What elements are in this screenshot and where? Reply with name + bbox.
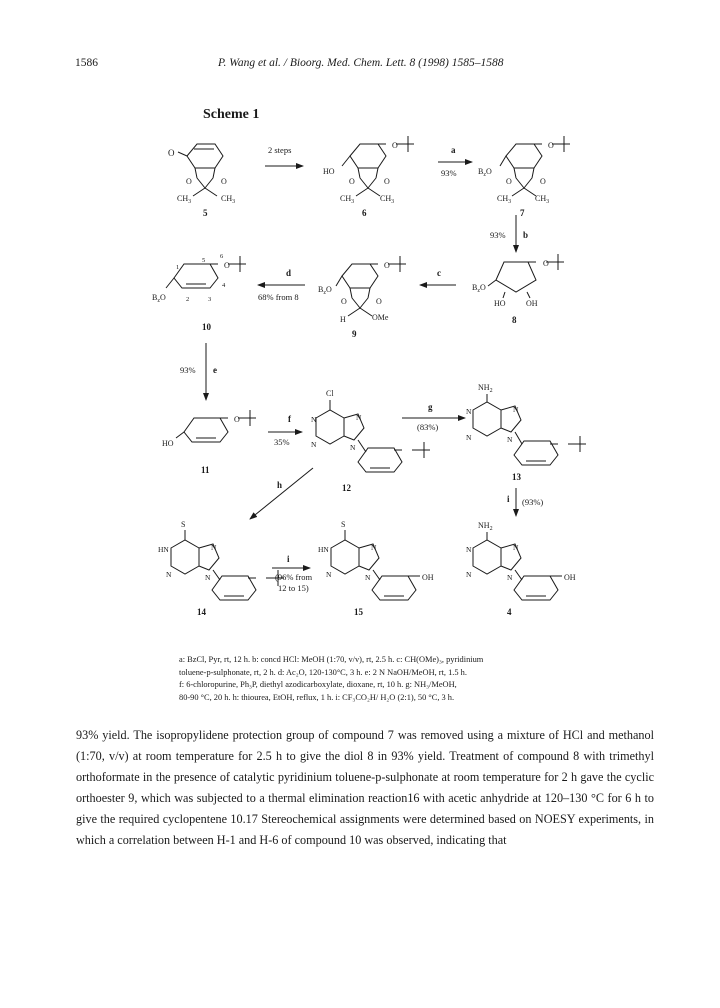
yield-i-2-line2: 12 to 15) [278, 583, 309, 593]
svg-text:CH3: $CH_3$ [340, 194, 355, 205]
svg-text:1: 1 [176, 264, 180, 271]
svg-text:HO: HO [494, 299, 506, 308]
compound-15-substituents [318, 520, 434, 582]
compound-label-9: 9 [352, 329, 357, 339]
svg-text:O: O [224, 261, 230, 270]
svg-text:N: N [205, 573, 211, 582]
yield-g: (83%) [417, 422, 439, 432]
compound-label-4: 4 [507, 607, 512, 617]
compound-13-substituents [466, 383, 519, 444]
yield-b: 93% [490, 230, 506, 240]
compound-13-structure [473, 394, 586, 465]
svg-text:N: N [371, 543, 377, 552]
svg-text:NH2: $NH_2$ [478, 521, 493, 532]
svg-text:BzO: $B_zO$ [152, 293, 166, 304]
compound-14-structure [171, 530, 284, 600]
caption-line: toluene-p-sulphonate, rt, 2 h. d: Ac₂O, 120-130°C, 3 h. e: 2 N NaOH/MeOH, rt, 1.5 h. [179, 667, 467, 677]
compound-label-5: 5 [203, 208, 208, 218]
svg-text:5: 5 [202, 257, 206, 264]
svg-text:2: 2 [186, 296, 190, 303]
svg-text:CH3: $CH_3$ [221, 194, 236, 205]
reagent-f: f [288, 414, 291, 424]
compound-6-substituents [323, 141, 398, 205]
compound-11-substituents [162, 415, 240, 448]
running-head: P. Wang et al. / Bioorg. Med. Chem. Lett. 8 (1998) 1585–1588 [218, 57, 504, 69]
svg-text:O: O [234, 415, 240, 424]
svg-text:OH: OH [422, 573, 434, 582]
svg-text:N: N [507, 435, 513, 444]
svg-text:BzO: $B_zO$ [478, 167, 492, 178]
compound-label-13: 13 [512, 472, 521, 482]
svg-text:HN: HN [318, 545, 329, 554]
yield-a: 93% [441, 168, 457, 178]
compound-5-substituents [177, 177, 235, 205]
compound-label-11: 11 [201, 465, 210, 475]
reagent-c: c [437, 268, 441, 278]
reagent-2-steps: 2 steps [268, 145, 292, 155]
svg-text:N: N [211, 543, 217, 552]
svg-text:HN: HN [158, 545, 169, 554]
svg-text:OMe: OMe [372, 313, 389, 322]
svg-text:S: S [341, 520, 346, 529]
svg-text:N: N [356, 413, 362, 422]
compound-label-12: 12 [342, 483, 351, 493]
scheme-title: Scheme 1 [203, 107, 260, 122]
body-paragraph: 93% yield. The isopropylidene protection group of compound 7 was removed using a mixture of HCl and methanol (1:70, v/v) at room temperature for 2.5 h to give the diol 8 in 93% yield. Treatment of compound 8 with trimethyl orthoformate in the presence of catalytic pyridinium toluene-p-sulphonate at room temperature for 2 h gave the cyclic orthoester 9, which was subjected to a thermal elimination reaction16 with acetic anhydride at 120–130 °C for 6 h to give the required cyclopentene 10.17 Stereochemical assignments were determined based on NOESY experiments, in which a correlation between H-1 and H-6 of compound 10 was observed, indicating that [76, 728, 654, 847]
svg-text:N: N [166, 570, 172, 579]
compound-5-structure [168, 144, 223, 196]
svg-text:NH2: $NH_2$ [478, 383, 493, 394]
compound-label-10: 10 [202, 322, 211, 332]
compound-label-14: 14 [197, 607, 206, 617]
svg-text:4: 4 [222, 282, 226, 289]
svg-text:BzO: $B_zO$ [472, 283, 486, 294]
svg-text:O: O [349, 177, 355, 186]
compound-7-structure [500, 136, 570, 196]
compound-15-structure [331, 530, 420, 600]
reagent-b: b [523, 230, 529, 240]
svg-text:HO: HO [323, 167, 335, 176]
svg-text:O: O [540, 177, 546, 186]
compound-10-structure [166, 256, 246, 288]
compound-10-substituents [152, 253, 230, 304]
svg-text:O: O [221, 177, 227, 186]
svg-text:BzO: $B_zO$ [318, 285, 332, 296]
svg-text:3: 3 [208, 296, 212, 303]
compound-8-structure [488, 254, 564, 298]
svg-text:N: N [365, 573, 371, 582]
arrow-12-to-14 [250, 468, 313, 519]
svg-text:N: N [513, 405, 519, 414]
svg-text:O: O [384, 177, 390, 186]
svg-text:CH3: $CH_3$ [380, 194, 395, 205]
svg-text:O: O [392, 141, 398, 150]
reagent-g: g [428, 402, 433, 412]
yield-i-2-line1: (96% from [275, 572, 313, 582]
caption-line: f: 6-chloropurine, Ph₃P, diethyl azodicarboxylate, dioxane, rt, 10 h. g: NH₃/MeOH, [179, 680, 457, 690]
yield-e: 93% [180, 365, 196, 375]
svg-text:CH3: $CH_3$ [177, 194, 192, 205]
svg-text:H: H [340, 315, 346, 324]
svg-text:CH3: $CH_3$ [497, 194, 512, 205]
svg-text:N: N [326, 570, 332, 579]
svg-text:O: O [543, 259, 549, 268]
reagent-a: a [451, 145, 456, 155]
svg-text:S: S [181, 520, 186, 529]
svg-text:O: O [168, 148, 175, 158]
svg-text:N: N [507, 573, 513, 582]
svg-text:N: N [466, 570, 472, 579]
svg-text:N: N [466, 433, 472, 442]
compound-8-substituents [472, 259, 549, 308]
compound-9-structure [336, 256, 406, 316]
svg-text:O: O [186, 177, 192, 186]
yield-f: 35% [274, 437, 290, 447]
scheme-caption [179, 654, 599, 704]
svg-text:O: O [506, 177, 512, 186]
svg-text:N: N [311, 440, 317, 449]
compound-12-substituents [311, 389, 362, 452]
yield-i-1: (93%) [522, 497, 544, 507]
svg-text:O: O [376, 297, 382, 306]
compound-7-substituents [478, 141, 554, 205]
yield-d: 68% from 8 [258, 292, 299, 302]
reagent-i-2: i [287, 554, 290, 564]
svg-text:O: O [384, 261, 390, 270]
caption-line: 80-90 °C, 20 h. h: thiourea, EtOH, reflux, 1 h. i: CF₃CO₂H/ H₂O (2:1), 50 °C, 3 h. [179, 692, 455, 702]
svg-text:N: N [513, 543, 519, 552]
compound-label-8: 8 [512, 315, 517, 325]
reagent-i-1: i [507, 494, 510, 504]
compound-12-structure [316, 400, 430, 472]
compound-label-7: 7 [520, 208, 525, 218]
svg-text:6: 6 [220, 253, 224, 260]
compound-label-6: 6 [362, 208, 367, 218]
compound-label-15: 15 [354, 607, 363, 617]
compound-4-substituents [466, 521, 576, 582]
page-number: 1586 [75, 57, 98, 69]
compound-11-structure [176, 410, 256, 442]
compound-9-substituents [318, 261, 390, 324]
reagent-d: d [286, 268, 292, 278]
caption-line: a: BzCl, Pyr, rt, 12 h. b: concd HCl: MeOH (1:70, v/v), rt, 2.5 h. c: CH(OMe)₃, pyridinium [179, 655, 484, 664]
reagent-h: h [277, 480, 283, 490]
svg-text:CH3: $CH_3$ [535, 194, 550, 205]
svg-text:O: O [548, 141, 554, 150]
svg-text:OH: OH [564, 573, 576, 582]
svg-text:N: N [350, 443, 356, 452]
svg-text:HO: HO [162, 439, 174, 448]
svg-text:N: N [311, 415, 317, 424]
svg-text:Cl: Cl [326, 389, 334, 398]
svg-text:N: N [466, 545, 472, 554]
compound-6-structure [342, 136, 414, 196]
svg-text:O: O [341, 297, 347, 306]
reagent-e: e [213, 365, 217, 375]
svg-text:OH: OH [526, 299, 538, 308]
svg-text:N: N [466, 407, 472, 416]
